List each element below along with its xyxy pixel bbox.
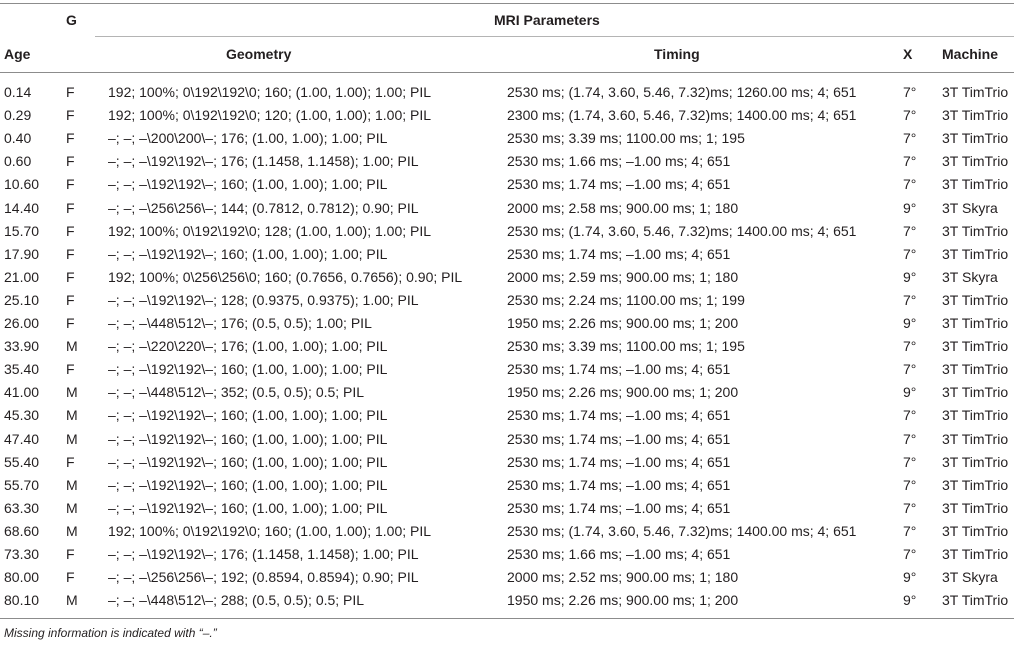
cell-machine: 3T TimTrio (942, 291, 1009, 308)
cell-age: 41.00 (4, 384, 40, 401)
cell-timing: 2530 ms; (1.74, 3.60, 5.46, 7.32)ms; 1400.00 ms; 4; 651 (507, 522, 857, 539)
cell-x: 9° (903, 199, 917, 216)
cell-timing: 2530 ms; 1.74 ms; –1.00 ms; 4; 651 (507, 176, 731, 193)
header-mri-parameters: MRI Parameters (494, 12, 600, 28)
cell-timing: 2530 ms; 1.66 ms; –1.00 ms; 4; 651 (507, 546, 731, 562)
cell-x: 7° (903, 130, 917, 147)
cell-geometry: –; –; –\256\256\–; 192; (0.8594, 0.8594); 0.90; PIL (108, 569, 419, 586)
cell-g: F (66, 245, 75, 262)
mri-group-rule (95, 36, 1014, 37)
table-row (0, 428, 1014, 451)
table-row (0, 474, 1014, 497)
cell-g: M (66, 476, 78, 493)
cell-g: M (66, 384, 78, 401)
table-row (0, 312, 1014, 335)
cell-age: 55.40 (4, 453, 40, 470)
cell-geometry: –; –; –\192\192\–; 160; (1.00, 1.00); 1.00; PIL (108, 453, 388, 470)
cell-timing: 2530 ms; 3.39 ms; 1100.00 ms; 1; 195 (507, 338, 745, 355)
cell-g: M (66, 499, 78, 516)
cell-geometry: –; –; –\448\512\–; 352; (0.5, 0.5); 0.5; PIL (108, 384, 365, 401)
cell-machine: 3T TimTrio (942, 245, 1009, 262)
cell-age: 47.40 (4, 430, 40, 447)
cell-geometry: 192; 100%; 0\192\192\0; 160; (1.00, 1.00); 1.00; PIL (108, 84, 432, 100)
cell-x: 7° (903, 84, 917, 100)
table-row (0, 150, 1014, 173)
cell-machine: 3T TimTrio (942, 453, 1009, 470)
table-row (0, 451, 1014, 474)
cell-age: 25.10 (4, 291, 40, 308)
cell-geometry: –; –; –\192\192\–; 160; (1.00, 1.00); 1.00; PIL (108, 499, 388, 516)
cell-machine: 3T TimTrio (942, 499, 1009, 516)
cell-x: 7° (903, 107, 917, 124)
cell-timing: 1950 ms; 2.26 ms; 900.00 ms; 1; 200 (507, 592, 739, 609)
cell-geometry: –; –; –\256\256\–; 144; (0.7812, 0.7812); 0.90; PIL (108, 199, 419, 216)
table-row (0, 266, 1014, 289)
cell-machine: 3T TimTrio (942, 476, 1009, 493)
cell-g: F (66, 291, 75, 308)
cell-timing: 2300 ms; (1.74, 3.60, 5.46, 7.32)ms; 1400.00 ms; 4; 651 (507, 107, 857, 124)
header-timing: Timing (654, 46, 700, 62)
cell-machine: 3T TimTrio (942, 430, 1009, 447)
header-geometry: Geometry (226, 46, 292, 62)
cell-g: F (66, 107, 75, 124)
cell-g: M (66, 407, 78, 424)
cell-timing: 2530 ms; 1.66 ms; –1.00 ms; 4; 651 (507, 153, 731, 170)
cell-age: 35.40 (4, 361, 40, 378)
cell-x: 7° (903, 453, 917, 470)
cell-geometry: 192; 100%; 0\192\192\0; 128; (1.00, 1.00); 1.00; PIL (108, 222, 432, 239)
cell-age: 33.90 (4, 338, 40, 355)
cell-x: 9° (903, 384, 917, 401)
table-row (0, 520, 1014, 543)
cell-geometry: –; –; –\192\192\–; 176; (1.1458, 1.1458); 1.00; PIL (108, 153, 419, 170)
cell-age: 45.30 (4, 407, 40, 424)
table-footnote: Missing information is indicated with “–.” (4, 626, 217, 640)
cell-timing: 2530 ms; 1.74 ms; –1.00 ms; 4; 651 (507, 476, 731, 493)
cell-g: M (66, 592, 78, 609)
cell-machine: 3T TimTrio (942, 84, 1009, 100)
cell-timing: 1950 ms; 2.26 ms; 900.00 ms; 1; 200 (507, 384, 739, 401)
table-row (0, 404, 1014, 427)
cell-g: M (66, 430, 78, 447)
cell-g: F (66, 199, 75, 216)
table-row (0, 289, 1014, 312)
cell-geometry: –; –; –\192\192\–; 160; (1.00, 1.00); 1.00; PIL (108, 361, 388, 378)
cell-age: 21.00 (4, 268, 40, 285)
cell-timing: 1950 ms; 2.26 ms; 900.00 ms; 1; 200 (507, 315, 739, 331)
cell-geometry: –; –; –\192\192\–; 160; (1.00, 1.00); 1.00; PIL (108, 430, 388, 447)
cell-g: F (66, 315, 75, 331)
cell-x: 9° (903, 592, 917, 609)
cell-x: 9° (903, 569, 917, 586)
cell-g: F (66, 153, 75, 170)
cell-machine: 3T TimTrio (942, 592, 1009, 609)
cell-age: 63.30 (4, 499, 40, 516)
cell-g: F (66, 361, 75, 378)
cell-age: 68.60 (4, 522, 40, 539)
cell-age: 55.70 (4, 476, 40, 493)
cell-geometry: –; –; –\192\192\–; 160; (1.00, 1.00); 1.00; PIL (108, 476, 388, 493)
cell-age: 0.29 (4, 107, 32, 124)
table-row (0, 497, 1014, 520)
cell-timing: 2000 ms; 2.59 ms; 900.00 ms; 1; 180 (507, 268, 739, 285)
cell-machine: 3T TimTrio (942, 107, 1009, 124)
table-row (0, 358, 1014, 381)
cell-machine: 3T TimTrio (942, 361, 1009, 378)
cell-x: 7° (903, 291, 917, 308)
cell-g: F (66, 546, 75, 562)
header-x: X (903, 46, 913, 62)
cell-x: 7° (903, 476, 917, 493)
cell-machine: 3T Skyra (942, 569, 998, 586)
cell-x: 9° (903, 268, 917, 285)
cell-machine: 3T Skyra (942, 268, 998, 285)
cell-machine: 3T Skyra (942, 199, 998, 216)
table-row (0, 543, 1014, 566)
cell-g: F (66, 176, 75, 193)
cell-age: 17.90 (4, 245, 40, 262)
table-top-rule (0, 3, 1014, 4)
cell-timing: 2000 ms; 2.58 ms; 900.00 ms; 1; 180 (507, 199, 739, 216)
cell-machine: 3T TimTrio (942, 222, 1009, 239)
cell-timing: 2530 ms; 1.74 ms; –1.00 ms; 4; 651 (507, 499, 731, 516)
cell-x: 7° (903, 361, 917, 378)
cell-g: M (66, 522, 78, 539)
cell-timing: 2000 ms; 2.52 ms; 900.00 ms; 1; 180 (507, 569, 739, 586)
cell-g: F (66, 222, 75, 239)
table-row (0, 220, 1014, 243)
cell-geometry: –; –; –\192\192\–; 160; (1.00, 1.00); 1.00; PIL (108, 176, 388, 193)
table-row (0, 335, 1014, 358)
cell-age: 80.00 (4, 569, 40, 586)
cell-machine: 3T TimTrio (942, 315, 1009, 331)
cell-timing: 2530 ms; (1.74, 3.60, 5.46, 7.32)ms; 1400.00 ms; 4; 651 (507, 222, 857, 239)
cell-age: 0.14 (4, 84, 32, 100)
cell-age: 80.10 (4, 592, 40, 609)
cell-x: 9° (903, 315, 917, 331)
cell-geometry: –; –; –\448\512\–; 288; (0.5, 0.5); 0.5; PIL (108, 592, 365, 609)
cell-x: 7° (903, 499, 917, 516)
cell-g: F (66, 84, 75, 100)
cell-machine: 3T TimTrio (942, 153, 1009, 170)
cell-g: F (66, 569, 75, 586)
cell-geometry: 192; 100%; 0\256\256\0; 160; (0.7656, 0.7656); 0.90; PIL (108, 268, 463, 285)
table-row (0, 197, 1014, 220)
cell-machine: 3T TimTrio (942, 130, 1009, 147)
cell-age: 14.40 (4, 199, 40, 216)
cell-geometry: –; –; –\192\192\–; 160; (1.00, 1.00); 1.00; PIL (108, 407, 388, 424)
table-row (0, 243, 1014, 266)
cell-machine: 3T TimTrio (942, 384, 1009, 401)
cell-timing: 2530 ms; (1.74, 3.60, 5.46, 7.32)ms; 1260.00 ms; 4; 651 (507, 84, 857, 100)
cell-g: M (66, 338, 78, 355)
cell-geometry: –; –; –\192\192\–; 128; (0.9375, 0.9375); 1.00; PIL (108, 291, 419, 308)
cell-timing: 2530 ms; 1.74 ms; –1.00 ms; 4; 651 (507, 245, 731, 262)
table-row (0, 566, 1014, 589)
cell-machine: 3T TimTrio (942, 522, 1009, 539)
table-row (0, 589, 1014, 612)
cell-age: 0.60 (4, 153, 32, 170)
cell-x: 7° (903, 222, 917, 239)
cell-age: 15.70 (4, 222, 40, 239)
cell-age: 26.00 (4, 315, 40, 331)
cell-geometry: –; –; –\192\192\–; 176; (1.1458, 1.1458); 1.00; PIL (108, 546, 419, 562)
cell-x: 7° (903, 522, 917, 539)
cell-x: 7° (903, 245, 917, 262)
table-row (0, 127, 1014, 150)
cell-timing: 2530 ms; 1.74 ms; –1.00 ms; 4; 651 (507, 453, 731, 470)
header-g: G (66, 12, 77, 28)
table-row (0, 81, 1014, 104)
table-row (0, 381, 1014, 404)
cell-geometry: 192; 100%; 0\192\192\0; 160; (1.00, 1.00); 1.00; PIL (108, 522, 432, 539)
cell-age: 0.40 (4, 130, 32, 147)
header-age: Age (4, 46, 31, 62)
table-row (0, 104, 1014, 127)
cell-geometry: –; –; –\200\200\–; 176; (1.00, 1.00); 1.00; PIL (108, 130, 388, 147)
cell-timing: 2530 ms; 1.74 ms; –1.00 ms; 4; 651 (507, 407, 731, 424)
cell-age: 10.60 (4, 176, 40, 193)
cell-timing: 2530 ms; 1.74 ms; –1.00 ms; 4; 651 (507, 430, 731, 447)
table-row (0, 173, 1014, 196)
cell-x: 7° (903, 153, 917, 170)
cell-machine: 3T TimTrio (942, 176, 1009, 193)
cell-x: 7° (903, 407, 917, 424)
cell-geometry: –; –; –\192\192\–; 160; (1.00, 1.00); 1.00; PIL (108, 245, 388, 262)
cell-geometry: 192; 100%; 0\192\192\0; 120; (1.00, 1.00); 1.00; PIL (108, 107, 432, 124)
cell-g: F (66, 130, 75, 147)
cell-timing: 2530 ms; 2.24 ms; 1100.00 ms; 1; 199 (507, 291, 745, 308)
cell-age: 73.30 (4, 546, 40, 562)
cell-machine: 3T TimTrio (942, 338, 1009, 355)
cell-x: 7° (903, 176, 917, 193)
cell-g: F (66, 268, 75, 285)
cell-x: 7° (903, 338, 917, 355)
cell-machine: 3T TimTrio (942, 546, 1009, 562)
cell-timing: 2530 ms; 3.39 ms; 1100.00 ms; 1; 195 (507, 130, 745, 147)
cell-geometry: –; –; –\448\512\–; 176; (0.5, 0.5); 1.00; PIL (108, 315, 372, 331)
header-machine: Machine (942, 46, 999, 62)
table-bottom-rule (0, 618, 1014, 619)
cell-g: F (66, 453, 75, 470)
cell-machine: 3T TimTrio (942, 407, 1009, 424)
cell-x: 7° (903, 430, 917, 447)
header-bottom-rule (0, 72, 1014, 73)
cell-x: 7° (903, 546, 917, 562)
cell-timing: 2530 ms; 1.74 ms; –1.00 ms; 4; 651 (507, 361, 731, 378)
cell-geometry: –; –; –\220\220\–; 176; (1.00, 1.00); 1.00; PIL (108, 338, 388, 355)
